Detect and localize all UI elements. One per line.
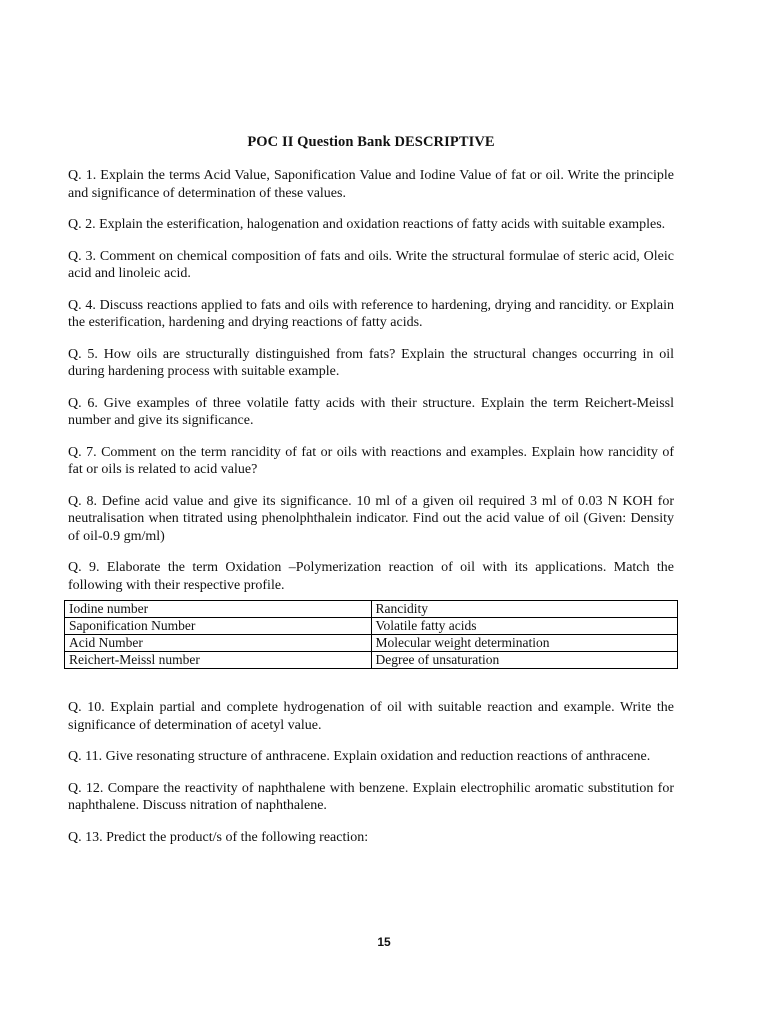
question-5: Q. 5. How oils are structurally distinguished from fats? Explain the structural changes occurring in oil during hardening process with suitable example. <box>68 346 674 379</box>
table-cell-profile: Degree of unsaturation <box>371 652 678 669</box>
match-table <box>64 600 678 669</box>
question-8: Q. 8. Define acid value and give its significance. 10 ml of a given oil required 3 ml of 0.03 N KOH for neutralisation when titrated using phenolphthalein indicator. Find out the acid value of oil (Given: Density of oil-0.9 gm/ml) <box>68 493 674 544</box>
table-cell-profile: Molecular weight determination <box>371 635 678 652</box>
document-page <box>68 134 674 860</box>
question-6: Q. 6. Give examples of three volatile fatty acids with their structure. Explain the term Reichert-Meissl number and give its significance. <box>68 395 674 428</box>
question-2: Q. 2. Explain the esterification, halogenation and oxidation reactions of fatty acids with suitable examples. <box>68 217 666 232</box>
table-cell-profile: Volatile fatty acids <box>371 618 678 635</box>
question-3: Q. 3. Comment on chemical composition of fats and oils. Write the structural formulae of steric acid, Oleic acid and linoleic acid. <box>68 248 674 281</box>
question-13: Q. 13. Predict the product/s of the following reaction: <box>68 829 369 845</box>
table-row <box>65 618 678 635</box>
question-7: Q. 7. Comment on the term rancidity of fat or oils with reactions and examples. Explain how rancidity of fat or oils is related to acid value? <box>68 444 674 477</box>
question-4: Q. 4. Discuss reactions applied to fats and oils with reference to hardening, drying and rancidity. or Explain the esterification, hardening and drying reactions of fatty acids. <box>68 297 674 330</box>
table-cell-term: Acid Number <box>65 635 372 652</box>
question-11: Q. 11. Give resonating structure of anthracene. Explain oxidation and reduction reactions of anthracene. <box>68 749 651 764</box>
question-1: Q. 1. Explain the terms Acid Value, Saponification Value and Iodine Value of fat or oil. Write the principle and significance of determination of these values. <box>68 168 674 201</box>
page-title: POC II Question Bank DESCRIPTIVE <box>247 134 495 150</box>
table-row <box>65 652 678 669</box>
question-12: Q. 12. Compare the reactivity of naphthalene with benzene. Explain electrophilic aromatic substitution for naphthalene. Discuss nitration of naphthalene. <box>68 780 674 813</box>
table-row <box>65 601 678 618</box>
question-9: Q. 9. Elaborate the term Oxidation –Polymerization reaction of oil with its applications. Match the following with their respective profile. <box>68 560 674 593</box>
table-cell-profile: Rancidity <box>371 601 678 618</box>
table-cell-term: Reichert-Meissl number <box>65 652 372 669</box>
question-10: Q. 10. Explain partial and complete hydrogenation of oil with suitable reaction and example. Write the significance of determination of acetyl value. <box>68 700 674 733</box>
table-row <box>65 635 678 652</box>
page-number: 15 <box>377 935 391 949</box>
table-cell-term: Iodine number <box>65 601 372 618</box>
table-cell-term: Saponification Number <box>65 618 372 635</box>
